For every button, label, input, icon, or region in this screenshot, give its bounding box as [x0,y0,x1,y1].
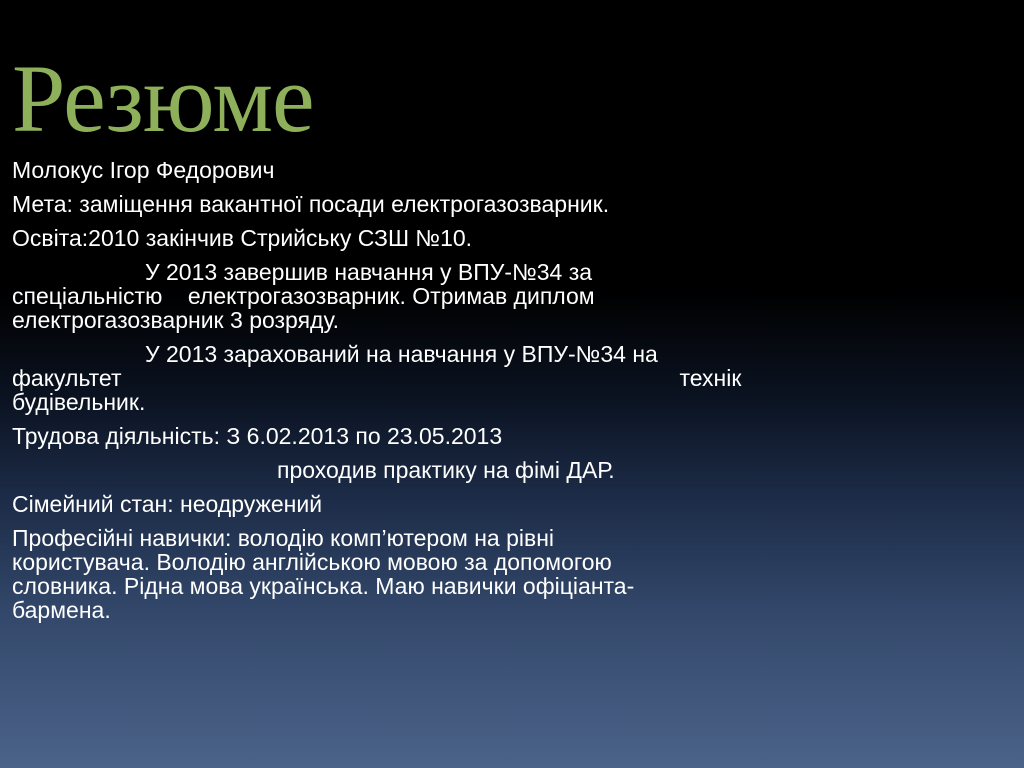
education-2013-line-1: У 2013 завершив навчання у ВПУ-№34 за [145,259,593,285]
slide-body [12,158,892,632]
skills-line-1: Професійні навички: володію комп’ютером на рівні [12,525,555,551]
name-text: Молокус Ігор Федорович [12,157,275,183]
name-line [12,158,892,182]
skills-line-3: словника. Рідна мова українська. Маю навички офіціанта- [12,573,635,599]
family-text: Сімейний стан: неодружений [12,491,323,517]
skills-line-2: користувача. Володію англійською мовою за допомогою [12,549,612,575]
education-2013-line-2: спеціальністю електрогазозварник. Отримав диплом [12,283,595,309]
enrollment-line-3: будівельник. [12,389,146,415]
enrollment-line-2 [12,366,892,390]
slide-title: Резюме [12,45,314,152]
education-2013-line-3: електрогазозварник 3 розряду. [12,307,340,333]
skills-line-4: бармена. [12,597,111,623]
education-2013-paragraph [12,260,892,332]
enrollment-technician-word: технік [679,365,742,391]
work-paragraph [12,424,892,482]
family-line [12,492,892,516]
education-text: Освіта:2010 закінчив Стрийську СЗШ №10. [12,225,473,251]
skills-paragraph [12,526,892,622]
enrollment-faculty-word: факультет [12,365,122,391]
education-line [12,226,892,250]
work-line-1: Трудова діяльність: З 6.02.2013 по 23.05.2013 [12,423,503,449]
work-line-2: проходив практику на фімі ДАР. [277,457,615,483]
goal-text: Мета: заміщення вакантної посади електрогазозварник. [12,191,610,217]
goal-line [12,192,892,216]
enrollment-paragraph [12,342,892,414]
enrollment-line-1: У 2013 зарахований на навчання у ВПУ-№34 на [145,341,658,367]
